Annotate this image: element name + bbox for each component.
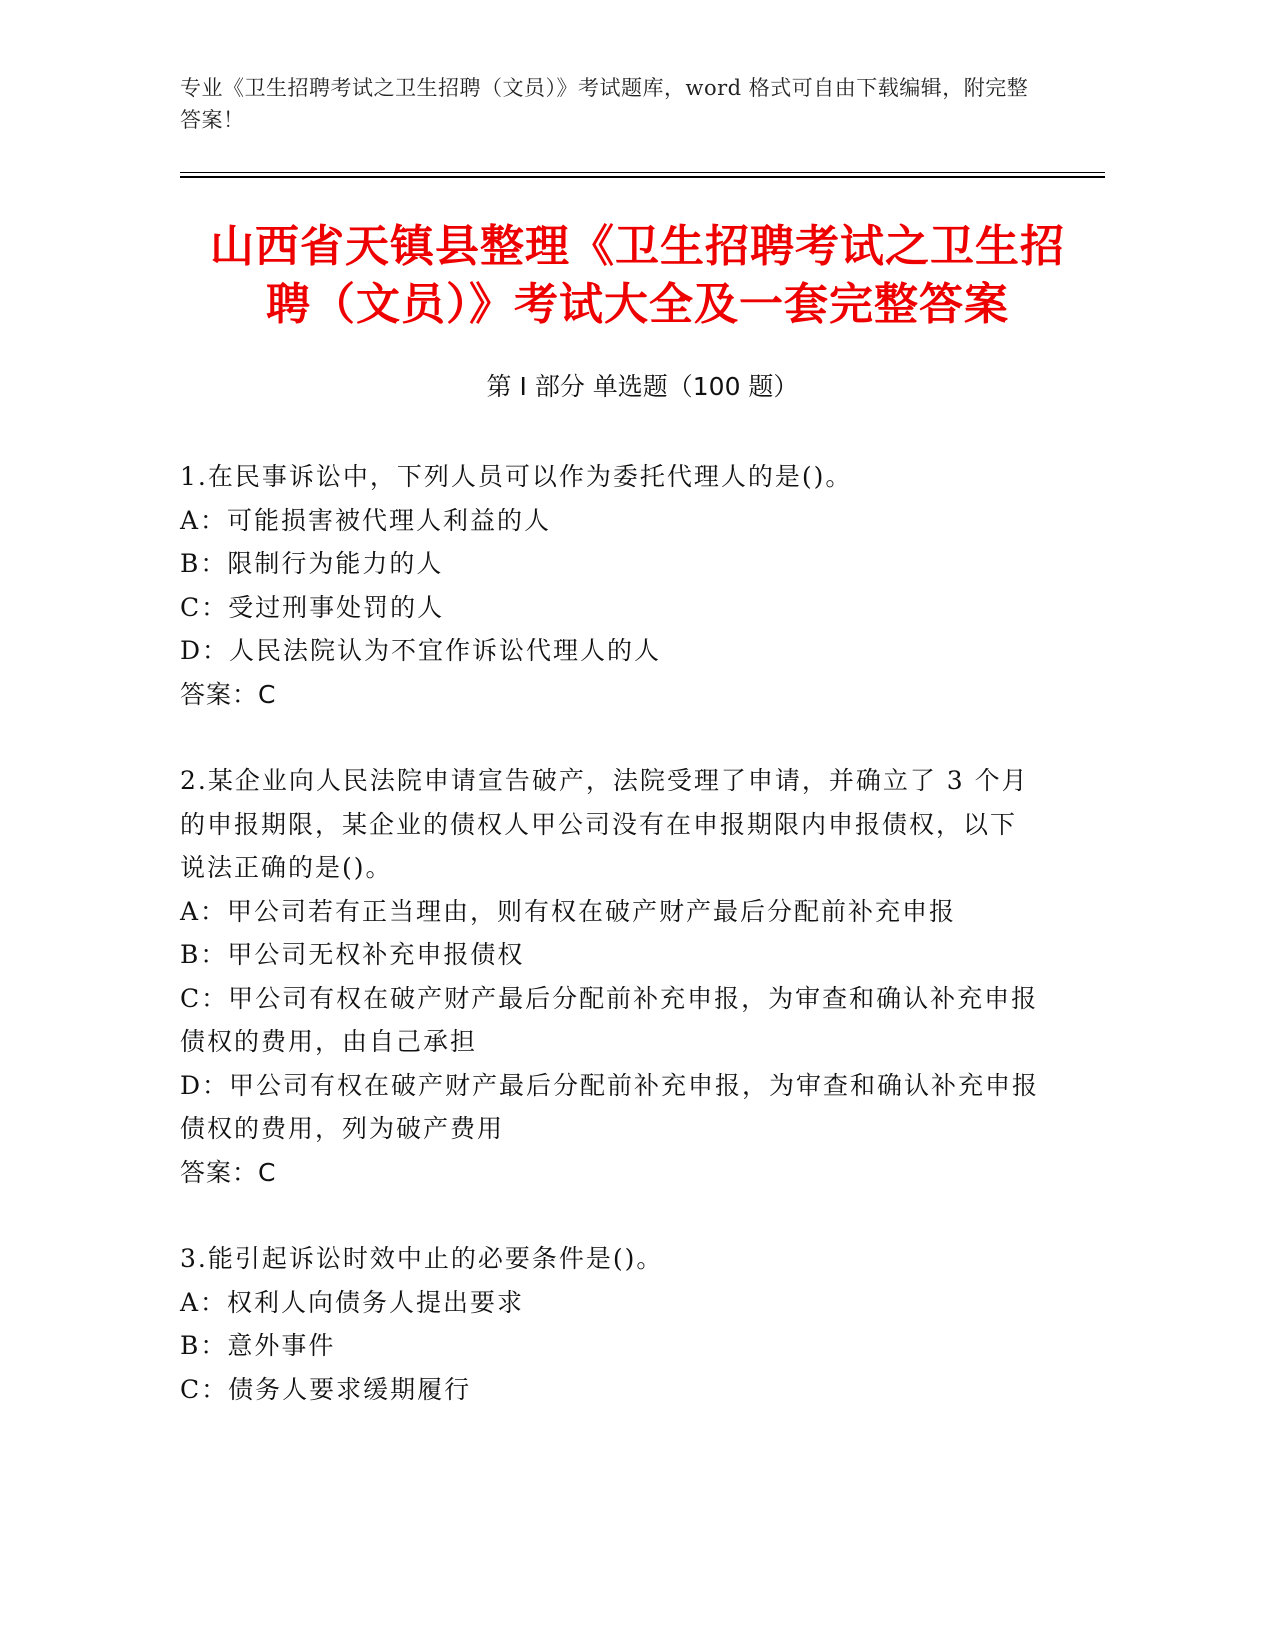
question-stem: 1.在民事诉讼中，下列人员可以作为委托代理人的是()。: [180, 462, 853, 491]
question-answer: 答案：C: [180, 1157, 277, 1187]
section-heading: 第 I 部分 单选题（100 题）: [486, 372, 799, 401]
question-option-b: B：甲公司无权补充申报债权: [180, 940, 525, 969]
document-title: [150, 218, 1125, 334]
question-answer: 答案：C: [180, 679, 277, 709]
question-3: [180, 1237, 1040, 1411]
question-stem: 2.某企业向人民法院申请宣告破产，法院受理了申请，并确立了 3 个月的申报期限，某企业的债权人甲公司没有在申报期限内申报债权，以下说法正确的是()。: [180, 766, 1029, 882]
question-option-b: B：意外事件: [180, 1331, 336, 1360]
question-1: [180, 455, 1040, 716]
document-title-line-1: 山西省天镇县整理《卫生招聘考试之卫生招: [210, 221, 1065, 272]
question-option-c: C：甲公司有权在破产财产最后分配前补充申报，为审查和确认补充申报债权的费用，由自己承担: [180, 983, 1039, 1056]
question-2: [180, 759, 1040, 1194]
question-option-a: A：权利人向债务人提出要求: [180, 1287, 525, 1317]
document-title-line-2: 聘（文员）》考试大全及一套完整答案: [266, 279, 1009, 330]
question-option-a: A：甲公司若有正当理由，则有权在破产财产最后分配前补充申报: [180, 896, 957, 926]
header-note: 专业《卫生招聘考试之卫生招聘（文员）》考试题库，word 格式可自由下载编辑，附完整答案！: [180, 76, 1029, 132]
question-option-d: D：人民法院认为不宜作诉讼代理人的人: [180, 636, 662, 665]
question-option-c: C：受过刑事处罚的人: [180, 592, 445, 622]
header-rule-thick: [180, 176, 1105, 178]
question-option-a: A：可能损害被代理人利益的人: [180, 505, 552, 535]
question-option-d: D：甲公司有权在破产财产最后分配前补充申报，为审查和确认补充申报债权的费用，列为破产费用: [180, 1070, 1040, 1143]
header-rule-thin: [180, 172, 1105, 173]
question-option-c: C：债务人要求缓期履行: [180, 1374, 472, 1404]
question-stem: 3.能引起诉讼时效中止的必要条件是()。: [180, 1244, 664, 1273]
question-list: [180, 455, 1040, 1454]
question-option-b: B：限制行为能力的人: [180, 549, 444, 578]
